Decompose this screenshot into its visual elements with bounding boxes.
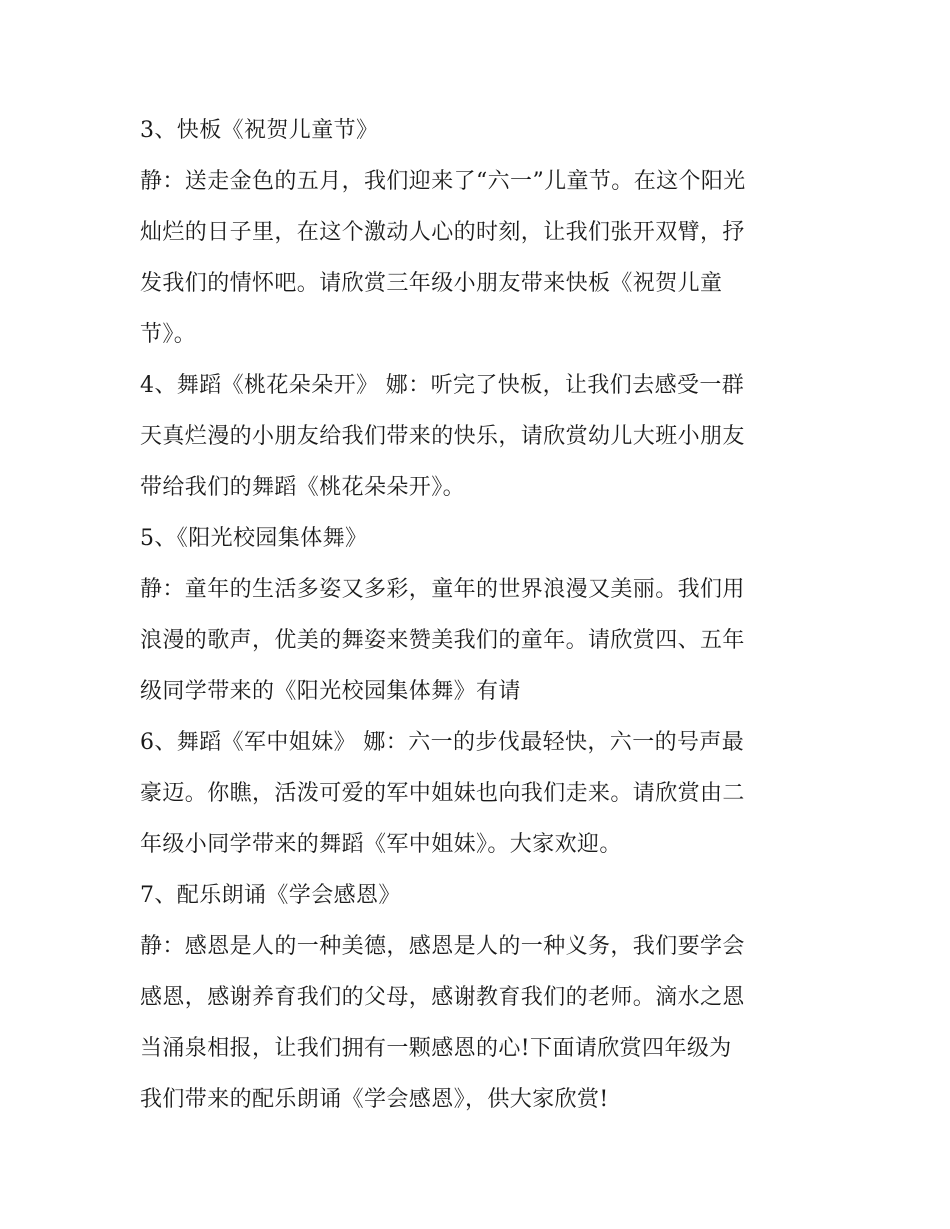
program-item-6-title: 6、舞蹈《军中姐妹》 娜：六一的步伐最轻快，六一的号声最 xyxy=(140,730,745,755)
paragraph-line: 感恩，感谢养育我们的父母，感谢教育我们的老师。滴水之恩 xyxy=(140,985,745,1010)
paragraph-line: 带给我们的舞蹈《桃花朵朵开》。 xyxy=(140,475,466,500)
paragraph-line: 发我们的情怀吧。请欣赏三年级小朋友带来快板《祝贺儿童 xyxy=(140,271,723,296)
paragraph-line: 年级小同学带来的舞蹈《军中姐妹》。大家欢迎。 xyxy=(140,832,622,857)
paragraph-line: 灿烂的日子里，在这个激动人心的时刻，让我们张开双臂，抒 xyxy=(140,220,745,245)
paragraph-line: 豪迈。你瞧，活泼可爱的军中姐妹也向我们走来。请欣赏由二 xyxy=(140,781,745,806)
paragraph-line: 天真烂漫的小朋友给我们带来的快乐，请欣赏幼儿大班小朋友 xyxy=(140,424,745,449)
paragraph-line: 静：童年的生活多姿又多彩，童年的世界浪漫又美丽。我们用 xyxy=(140,577,745,602)
paragraph-line: 级同学带来的《阳光校园集体舞》有请 xyxy=(140,679,521,704)
paragraph-line: 节》。 xyxy=(140,322,197,347)
paragraph-line: 我们带来的配乐朗诵《学会感恩》，供大家欣赏! xyxy=(140,1087,609,1112)
program-item-3-title: 3、快板《祝贺儿童节》 xyxy=(140,118,379,143)
program-item-5-title: 5、《阳光校园集体舞》 xyxy=(140,526,368,551)
paragraph-line: 浪漫的歌声，优美的舞姿来赞美我们的童年。请欣赏四、五年 xyxy=(140,628,745,653)
program-item-4-title: 4、舞蹈《桃花朵朵开》 娜：听完了快板，让我们去感受一群 xyxy=(140,373,745,398)
program-item-7-title: 7、配乐朗诵《学会感恩》 xyxy=(140,883,401,908)
paragraph-line: 静：送走金色的五月，我们迎来了“六一”儿童节。在这个阳光 xyxy=(140,169,746,194)
document-page xyxy=(140,105,812,1125)
paragraph-line: 当涌泉相报，让我们拥有一颗感恩的心!下面请欣赏四年级为 xyxy=(140,1036,732,1061)
paragraph-line: 静：感恩是人的一种美德，感恩是人的一种义务，我们要学会 xyxy=(140,934,745,959)
